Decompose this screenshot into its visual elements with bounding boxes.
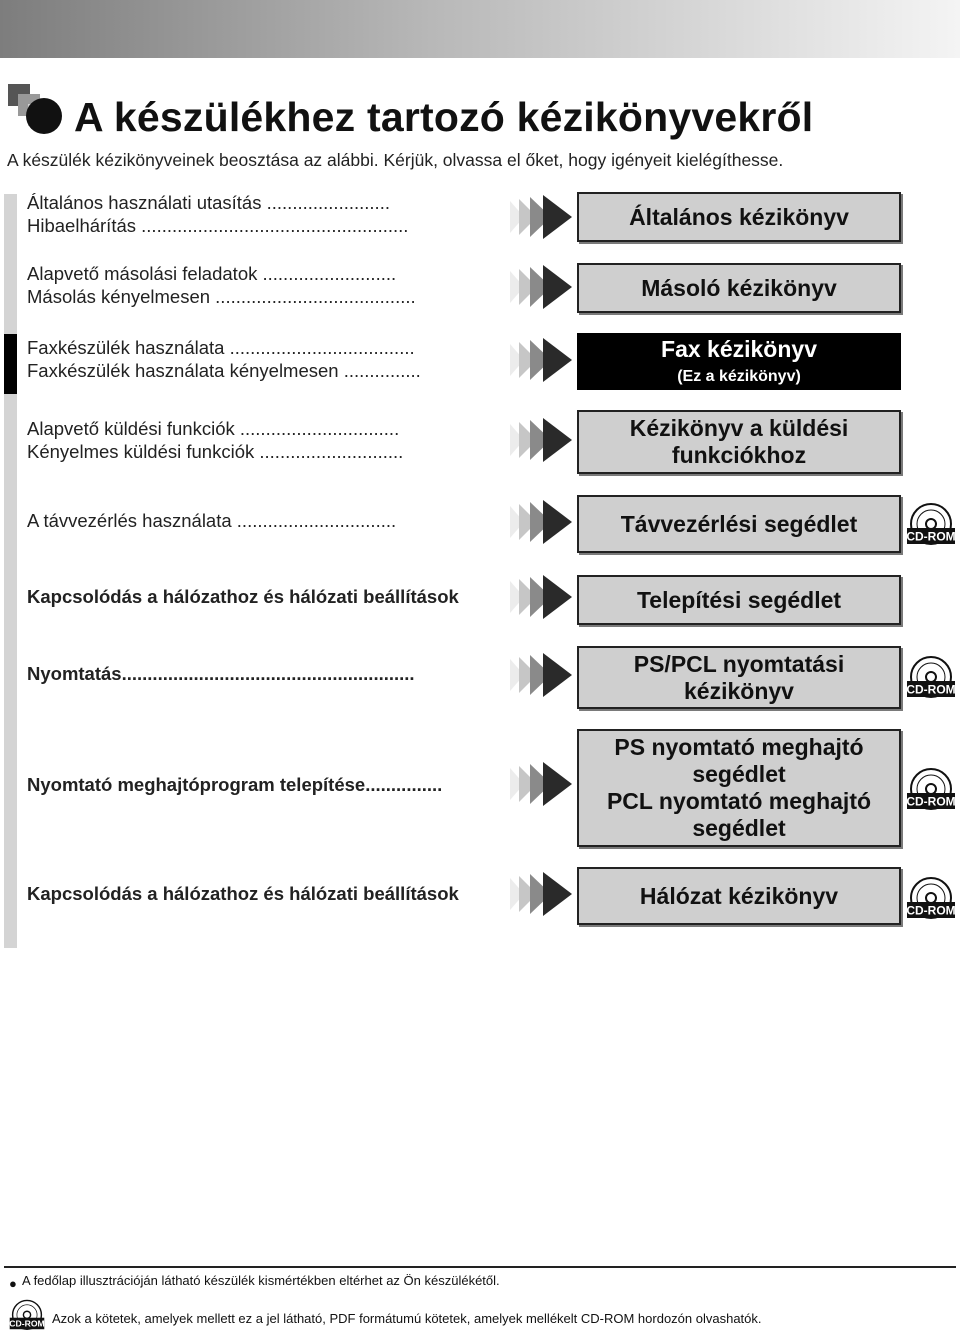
cd-rom-icon xyxy=(906,767,956,817)
manual-box-send xyxy=(577,410,901,474)
topic-line: Másolás kényelmesen ....................................... xyxy=(27,286,416,307)
manual-box-setup xyxy=(577,575,901,625)
topic-group xyxy=(27,509,396,532)
side-bar xyxy=(4,394,17,948)
topic-group xyxy=(27,662,415,685)
arrow-icon xyxy=(510,872,574,916)
topic-group xyxy=(27,262,416,308)
topic-line: Faxkészülék használata .................................... xyxy=(27,337,415,358)
cd-rom-label: CD-ROM xyxy=(9,1318,45,1329)
topic-line: A távvezérlés használata ............................... xyxy=(27,510,397,531)
arrow-icon xyxy=(510,653,574,697)
topic-line: Alapvető küldési funkciók ............................... xyxy=(27,418,400,439)
cd-rom-label: CD-ROM xyxy=(906,529,956,544)
manual-box-network xyxy=(577,867,901,925)
topic-group xyxy=(27,773,442,796)
manual-title: Másoló kézikönyv xyxy=(641,274,837,301)
topic-group xyxy=(27,882,459,905)
manual-title-line: PS nyomtató meghajtó xyxy=(614,734,864,760)
manual-title-line: kézikönyv xyxy=(684,677,794,704)
topic-line: Hibaelhárítás .................................................... xyxy=(27,215,409,236)
header-gradient-band xyxy=(0,0,960,58)
manual-box-remote xyxy=(577,495,901,553)
bullet-icon: ● xyxy=(9,1276,17,1291)
topic-group xyxy=(27,191,408,237)
footer-note: Azok a kötetek, amelyek mellett ez a jel látható, PDF formátumú kötetek, amelyek mellékelt CD-ROM hordozón olvashatók. xyxy=(52,1311,762,1326)
arrow-icon xyxy=(510,195,574,239)
topic-line: Általános használati utasítás ........................ xyxy=(27,192,390,213)
page-title: A készülékhez tartozó kézikönyvekről xyxy=(74,94,814,140)
cd-rom-label: CD-ROM xyxy=(906,903,956,918)
section-bullet-icon xyxy=(8,82,64,138)
manual-title-line: PCL nyomtató meghajtó xyxy=(606,788,872,814)
arrow-icon xyxy=(510,575,574,619)
manual-subtitle: (Ez a kézikönyv) xyxy=(677,368,801,385)
topic-group xyxy=(27,417,403,463)
cd-rom-label: CD-ROM xyxy=(906,682,956,697)
manual-title-line: segédlet xyxy=(692,761,786,787)
manual-title: Távvezérlési segédlet xyxy=(620,510,858,537)
arrow-icon xyxy=(510,338,574,382)
cd-rom-label: CD-ROM xyxy=(906,794,956,809)
cd-rom-icon xyxy=(906,876,956,926)
cd-rom-icon xyxy=(9,1299,45,1335)
cd-rom-icon xyxy=(906,655,956,705)
manual-title: Hálózat kézikönyv xyxy=(639,882,839,909)
topic-group xyxy=(27,585,459,608)
cd-rom-icon xyxy=(906,502,956,552)
manual-title-line: funkciókhoz xyxy=(671,442,807,468)
topic-line: Kényelmes küldési funkciók ............................ xyxy=(27,441,404,462)
arrow-icon xyxy=(510,265,574,309)
arrow-icon xyxy=(510,500,574,544)
topic-line: Kapcsolódás a hálózathoz és hálózati beállítások xyxy=(27,883,459,904)
footer-divider xyxy=(4,1266,956,1268)
side-bar-active xyxy=(4,334,17,394)
manual-title: Telepítési segédlet xyxy=(636,586,842,613)
topic-group xyxy=(27,336,421,382)
topic-line: Faxkészülék használata kényelmesen ............... xyxy=(27,360,421,381)
topic-line: Nyomtató meghajtóprogram telepítése............... xyxy=(27,774,443,795)
arrow-icon xyxy=(510,418,574,462)
topic-line: Nyomtatás......................................................... xyxy=(27,663,415,684)
manual-box-fax-current xyxy=(577,333,901,390)
manual-title-line: Kézikönyv a küldési xyxy=(629,415,849,441)
manual-title: Általános kézikönyv xyxy=(629,203,849,230)
intro-text: A készülék kézikönyveinek beosztása az alábbi. Kérjük, olvassa el őket, hogy igényeit kielégíthesse. xyxy=(7,150,784,170)
manual-box-general xyxy=(577,192,901,242)
manual-title: Fax kézikönyv xyxy=(661,336,817,362)
manual-box-driver xyxy=(577,729,901,847)
topic-line: Alapvető másolási feladatok .......................... xyxy=(27,263,397,284)
manual-box-print xyxy=(577,646,901,709)
topic-line: Kapcsolódás a hálózathoz és hálózati beállítások xyxy=(27,586,459,607)
arrow-icon xyxy=(510,762,574,806)
manual-title-line: PS/PCL nyomtatási xyxy=(633,650,845,677)
manual-box-copy xyxy=(577,263,901,313)
side-bar xyxy=(4,194,17,334)
manual-title-line: segédlet xyxy=(692,815,786,841)
footer-note: A fedőlap illusztrációján látható készülék kismértékben eltérhet az Ön készülékétől. xyxy=(22,1273,500,1288)
